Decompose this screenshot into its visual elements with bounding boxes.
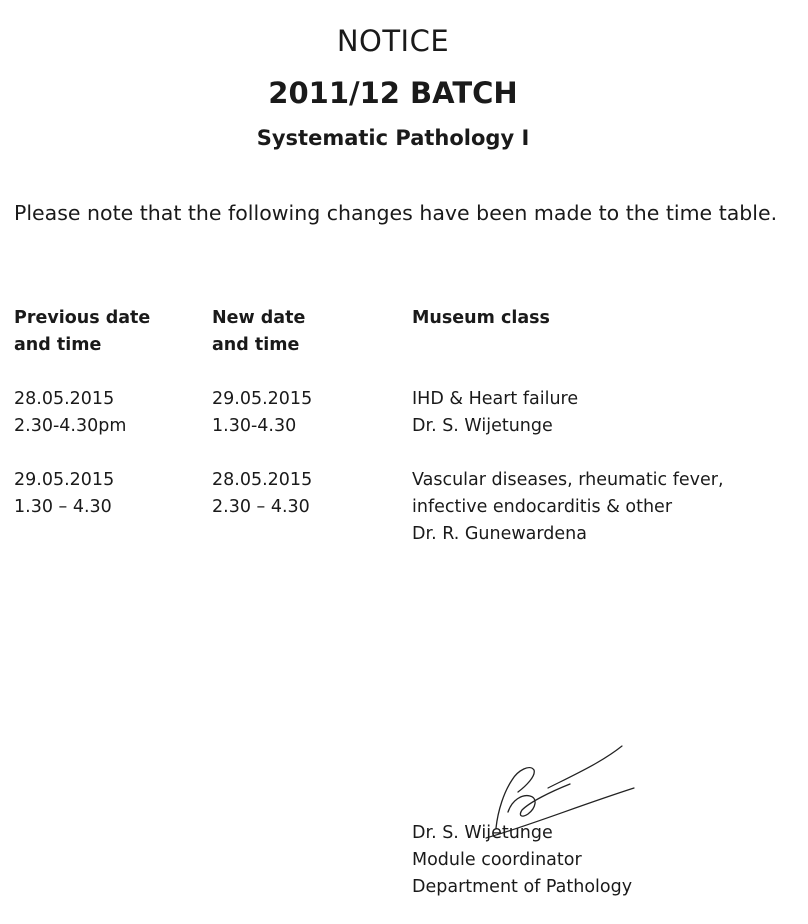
header-previous-line-1: Previous date <box>14 308 151 328</box>
row-2-museum-lecturer: Dr. R. Gunewardena <box>412 524 587 544</box>
row-1-new <box>212 386 312 440</box>
signatory-name: Dr. S. Wijetunge <box>412 823 553 843</box>
row-2-new <box>212 467 312 521</box>
row-2-previous-date: 29.05.2015 <box>14 470 115 490</box>
row-2-new-date: 28.05.2015 <box>212 470 313 490</box>
signatory-block <box>412 820 632 901</box>
header-museum-line-1: Museum class <box>412 308 550 328</box>
header-previous-date <box>14 305 150 359</box>
row-2-previous <box>14 467 114 521</box>
header-new-date <box>212 305 305 359</box>
header-museum-class <box>412 305 550 332</box>
signatory-role: Module coordinator <box>412 850 582 870</box>
row-2-previous-time: 1.30 – 4.30 <box>14 497 112 517</box>
row-1-previous-time: 2.30-4.30pm <box>14 416 127 436</box>
row-2-new-time: 2.30 – 4.30 <box>212 497 310 517</box>
signatory-department: Department of Pathology <box>412 877 633 897</box>
row-1-museum <box>412 386 578 440</box>
row-2-museum-topic-line-2: infective endocarditis & other <box>412 497 673 517</box>
row-1-new-time: 1.30-4.30 <box>212 416 297 436</box>
subject-heading: Systematic Pathology I <box>256 126 530 150</box>
row-1-new-date: 29.05.2015 <box>212 389 313 409</box>
row-1-previous <box>14 386 126 440</box>
batch-heading: 2011/12 BATCH <box>268 76 518 110</box>
notice-heading: NOTICE <box>336 24 450 58</box>
header-previous-line-2: and time <box>14 335 102 355</box>
intro-text: Please note that the following changes have been made to the time table. <box>14 201 778 225</box>
row-1-museum-topic: IHD & Heart failure <box>412 389 579 409</box>
row-1-museum-lecturer: Dr. S. Wijetunge <box>412 416 553 436</box>
header-new-line-1: New date <box>212 308 306 328</box>
header-new-line-2: and time <box>212 335 300 355</box>
row-2-museum-topic-line-1: Vascular diseases, rheumatic fever, <box>412 470 724 490</box>
row-1-previous-date: 28.05.2015 <box>14 389 115 409</box>
row-2-museum <box>412 467 724 548</box>
